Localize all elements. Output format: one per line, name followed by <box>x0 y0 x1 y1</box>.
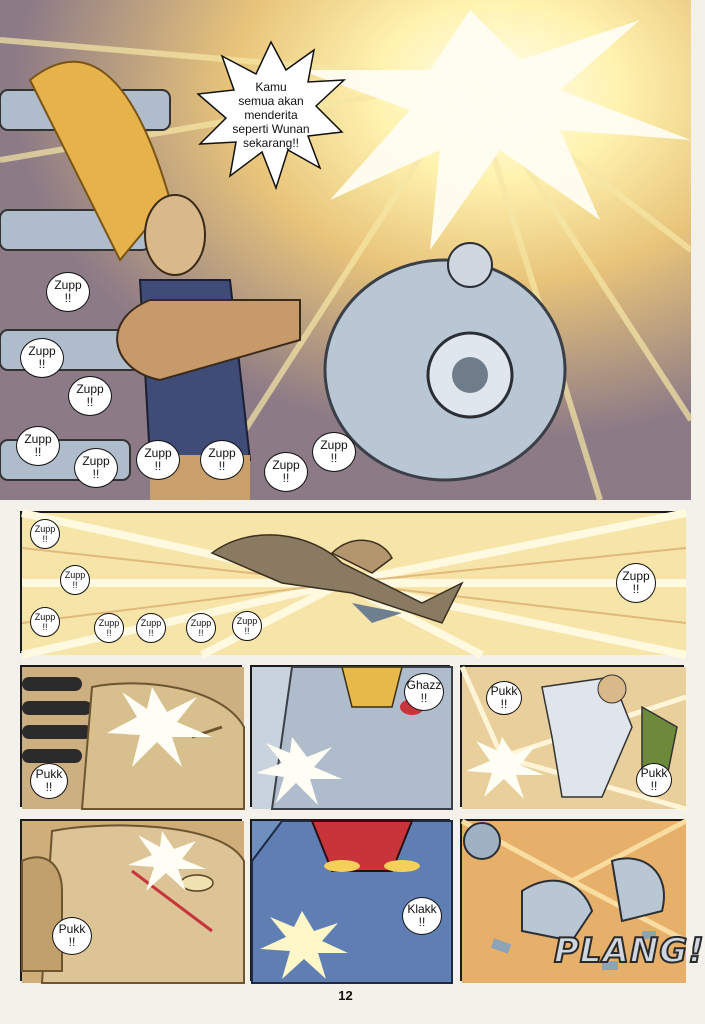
panel-6-art <box>22 821 244 983</box>
sfx-zupp: Zupp !! <box>30 607 60 637</box>
sfx-zupp: Zupp !! <box>74 448 118 488</box>
panel-3 <box>20 665 242 807</box>
sfx-zupp: Zupp !! <box>46 272 90 312</box>
sfx-zupp: Zupp !! <box>312 432 356 472</box>
sfx-pukk: Pukk !! <box>486 681 522 715</box>
sfx-pukk: Pukk !! <box>636 763 672 797</box>
sfx-zupp: Zupp !! <box>30 519 60 549</box>
sfx-klakk: Klakk !! <box>402 897 442 935</box>
sfx-zupp: Zupp !! <box>186 613 216 643</box>
dialogue-burst <box>196 40 346 190</box>
sfx-pukk: Pukk !! <box>52 917 92 955</box>
panel-2 <box>20 511 684 653</box>
sfx-zupp: Zupp !! <box>136 440 180 480</box>
panel-7 <box>250 819 450 981</box>
panel-4 <box>250 665 450 807</box>
sfx-zupp: Zupp !! <box>16 426 60 466</box>
sfx-zupp: Zupp !! <box>616 563 656 603</box>
page-number: 12 <box>338 988 353 1003</box>
panel-6 <box>20 819 242 981</box>
panel-1 <box>0 0 691 500</box>
sfx-plang: PLANG! <box>554 931 705 971</box>
sfx-pukk: Pukk !! <box>30 763 68 799</box>
sfx-ghazz: Ghazz !! <box>404 673 444 711</box>
sfx-zupp: Zupp !! <box>264 452 308 492</box>
panel-8 <box>460 819 705 981</box>
sfx-zupp: Zupp !! <box>68 376 112 416</box>
sfx-zupp: Zupp !! <box>20 338 64 378</box>
panel-5 <box>460 665 684 807</box>
sfx-zupp: Zupp !! <box>60 565 90 595</box>
sfx-zupp: Zupp !! <box>232 611 262 641</box>
sfx-zupp: Zupp !! <box>200 440 244 480</box>
dialogue-text: Kamu semua akan menderita seperti Wunan sekarang!! <box>232 80 310 150</box>
sfx-zupp: Zupp !! <box>136 613 166 643</box>
sfx-zupp: Zupp !! <box>94 613 124 643</box>
